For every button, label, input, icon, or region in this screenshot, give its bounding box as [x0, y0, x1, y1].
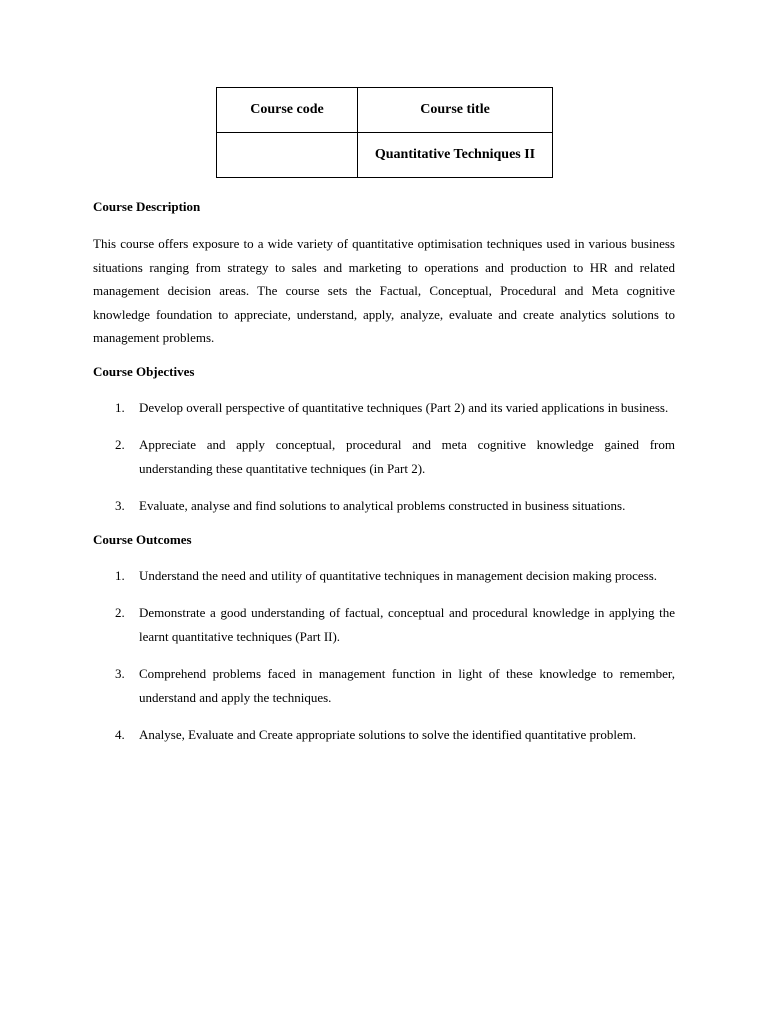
list-item-text: Understand the need and utility of quantitative techniques in management decision making process. [139, 567, 658, 583]
outcomes-list [93, 564, 675, 747]
list-item-number: 2. [115, 605, 125, 620]
table-row [217, 133, 553, 178]
list-item-text: Demonstrate a good understanding of factual, conceptual and procedural knowledge in applying the learnt quantitative techniques (Part II). [139, 605, 675, 644]
list-item-number: 1. [115, 399, 125, 415]
list-item-number: 2. [115, 437, 125, 452]
course-table [216, 87, 553, 178]
list-item-text: Evaluate, analyse and find solutions to analytical problems constructed in business situations. [139, 498, 626, 513]
list-item-text: Comprehend problems faced in management function in light of these knowledge to remember, understand and apply the techniques. [139, 666, 675, 705]
list-item-number: 1. [115, 567, 125, 583]
list-item-number: 3. [115, 666, 125, 681]
table-header-row [217, 88, 553, 133]
course-title-value: Quantitative Techniques II [358, 133, 553, 178]
objectives-list [93, 396, 675, 518]
list-item [93, 723, 675, 747]
course-objectives-heading: Course Objectives [93, 363, 195, 379]
course-title-header: Course title [358, 88, 553, 133]
course-code-value [217, 133, 358, 178]
list-item [93, 494, 675, 518]
list-item-text: Develop overall perspective of quantitative techniques (Part 2) and its varied applications in business. [139, 399, 669, 415]
list-item [93, 433, 675, 480]
course-description-text: This course offers exposure to a wide variety of quantitative optimisation techniques used in various business situations ranging from strategy to sales and marketing to operations and production to HR and related management decision areas. The course sets the Factual, Conceptual, Procedural and Meta cognitive knowledge foundation to appreciate, understand, apply, analyze, evaluate and create analytics solutions to management problems. [93, 236, 675, 345]
list-item-text: Appreciate and apply conceptual, procedural and meta cognitive knowledge gained from understanding these quantitative techniques (in Part 2). [139, 437, 675, 476]
course-outcomes-heading: Course Outcomes [93, 531, 192, 547]
list-item [93, 564, 675, 588]
list-item [93, 662, 675, 709]
list-item [93, 601, 675, 648]
document-body [93, 197, 675, 747]
list-item-text: Analyse, Evaluate and Create appropriate solutions to solve the identified quantitative problem. [139, 727, 637, 742]
course-description-heading: Course Description [93, 199, 201, 214]
list-item-number: 3. [115, 498, 125, 513]
list-item [93, 396, 675, 420]
course-code-header: Course code [217, 88, 358, 133]
list-item-number: 4. [115, 727, 125, 742]
